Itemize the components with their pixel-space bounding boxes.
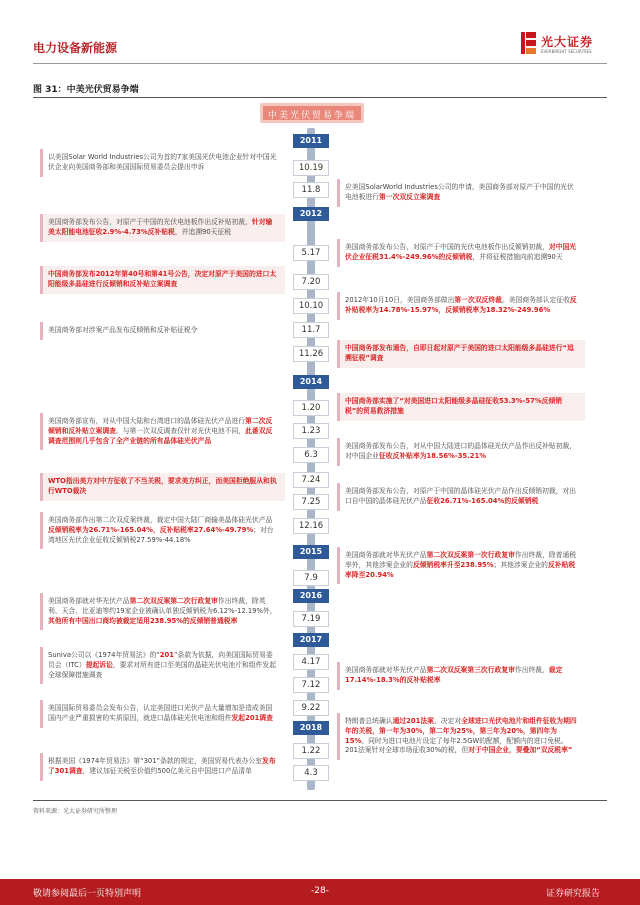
date-marker: 11.8 (293, 182, 329, 198)
logo-chinese-name: 光大证券 (541, 35, 594, 49)
date-marker: 1.20 (293, 400, 329, 416)
date-marker: 5.17 (293, 245, 329, 261)
event-2017-04-17: Suniva公司以《1974年贸易法》的“201”条款为依据，向美国国际贸易委员会（ITC）提起诉讼，要求对所有进口至美国的晶硅光伏电池片和组件发起全球保障措施调查 (40, 647, 285, 684)
figure-title: 图 31：中美光伏贸易争端 (33, 85, 139, 95)
date-marker: 6.3 (293, 447, 329, 463)
event-2014-01-23: 美国商务部宣布，对从中国大陆和台湾进口的晶体硅光伏产品进行第二次反倾销和反补贴立案调查。与第一次双反调查仅针对光伏电池不同，此番双反调查范围则几乎包含了全产业链的所有晶体硅光伏产品 (40, 413, 285, 450)
year-marker: 2014 (293, 375, 329, 389)
report-type: 证券研究报告 (545, 889, 600, 899)
disclaimer-link[interactable]: 敬请参阅最后一页特别声明 (33, 889, 142, 899)
event-2011-11-08: 应美国SolarWorld Industries公司的申请，美国商务部对原产于中国的光伏电池板进行第一次双反立案调查 (337, 179, 585, 207)
source-note: 资料来源：光大证券研究所整理 (33, 808, 118, 815)
year-marker: 2017 (293, 633, 329, 647)
year-marker: 2016 (293, 589, 329, 603)
date-marker: 4.17 (293, 654, 329, 670)
logo-english-name: EVERBRIGHT SECURITIES (541, 49, 592, 54)
date-marker: 7.12 (293, 677, 329, 693)
date-marker: 10.19 (293, 160, 329, 176)
date-marker: 1.23 (293, 423, 329, 439)
date-marker: 7.20 (293, 274, 329, 290)
page-footer (0, 879, 640, 905)
event-2018-04-03: 根据美国《1974年贸易法》第“301”条款的规定，美国贸易代表办公室发布了301调查，建议加征关税至价值约500亿美元自中国进口产品清单 (40, 753, 285, 781)
figure-divider (33, 97, 607, 98)
date-marker: 9.22 (293, 700, 329, 716)
header-divider (33, 63, 607, 64)
date-marker: 12.16 (293, 518, 329, 534)
source-divider (33, 800, 607, 801)
logo-icon (521, 32, 536, 54)
date-marker: 7.19 (293, 611, 329, 627)
date-marker: 7.25 (293, 494, 329, 510)
date-marker: 11.26 (293, 346, 329, 362)
event-2018-01-22: 特朗普总统确认通过201法案，决定对全球进口光伏电池片和组件征收为期四年的关税，第一年为30%，第二年为25%，第三年为20%，第四年为15%。同时为进口电池片设定了每年2.5GW的配额，配额内的进口免税。201法案针对全球市场征收30%的税，但对于中国企业，要叠加“双反税率” (337, 713, 585, 760)
event-2012-05-17-ad: 美国商务部发布公告，对原产于中国的光伏电池板作出反倾销初裁，对中国光伏企业征税31.4%-249.96%的反倾销税，并将征税措施向前追溯90天 (337, 239, 585, 267)
event-2014-07-24: WTO指出美方对中方征收了不当关税，要求美方纠正，而美国拒绝服从和执行WTO裁决 (40, 473, 285, 501)
event-2012-10-10: 2012年10月10日，美国商务部做出第一次双反终裁。美国商务部认定征收反补贴税率为14.78%-15.97%，反倾销税率为18.32%-249.96% (337, 292, 585, 320)
event-2012-11-07: 美国商务部对涉案产品发布反倾销和反补贴征税令 (40, 322, 285, 340)
event-2017-09-22: 美国国际贸易委员会发布公告，认定美国进口光伏产品大量增加是造成美国国内产业严重损害的实质原因，就进口晶体硅光伏电池和组件发起201调查 (40, 700, 285, 728)
year-marker: 2012 (293, 207, 329, 221)
year-marker: 2015 (293, 545, 329, 559)
section-title: 电力设备新能源 (33, 41, 118, 55)
date-marker: 7.9 (293, 570, 329, 586)
event-2011-10-19: 以美国Solar World Industries公司为首的7家美国光伏电池企业针对中国光伏企业向美国商务部和美国国际贸易委员会提出申诉 (40, 149, 285, 177)
date-marker: 11.7 (293, 322, 329, 338)
event-2012-05-17: 美国商务部发布公告，对原产于中国的光伏电池板作出反补贴初裁，针对输美太阳能电池征收2.9%-4.73%反补贴税，并追溯90天征税 (40, 214, 285, 242)
event-2016-07-19: 美国商务部就对华光伏产品第二次双反案第二次行政复审作出终裁，除英利、天合、比亚迪等约19家企业被确认单独反倾销税为6.12%-12.19%外，其他所有中国出口商均被裁定适用238.95%的反倾销普通税率 (40, 593, 285, 630)
event-2012-11-26: 中国商务部发布通告，自即日起对原产于美国的进口太阳能级多晶硅进行“追溯征税”调查 (337, 340, 585, 368)
event-2014-06-03: 美国商务部发布公告，对从中国大陆进口的晶体硅光伏产品作出反补贴初裁，对中国企业征收反补贴率为18.56%-35.21% (337, 438, 585, 466)
event-2014-12-16: 美国商务部作出第二次双反案终裁，裁定中国大陆厂商输美晶体硅光伏产品反倾销税率为26.71%-165.04%，反补贴税率27.64%-49.79%；对台湾地区光伏企业征收反倾销税27.59%-44.18% (40, 512, 285, 549)
year-marker: 2018 (293, 721, 329, 735)
event-2014-01-20: 中国商务部实施了“对美国进口太阳能级多晶硅征收53.3%-57%反倾销税”的贸易救济措施 (337, 393, 585, 421)
page-number: -28- (311, 886, 329, 896)
date-marker: 1.22 (293, 743, 329, 759)
event-2012-07-20: 中国商务部发布2012年第40号和第41号公告，决定对原产于美国的进口太阳能级多晶硅进行反倾销和反补贴立案调查 (40, 266, 285, 294)
event-2015-07-09: 美国商务部就对华光伏产品第二次双反案第一次行政复审作出终裁，除普通税率外，其他涉案企业的反倾销税率升至238.95%；其他涉案企业的反补贴税率降至20.94% (337, 547, 585, 584)
event-2014-07-25: 美国商务部发布公告，对原产于中国的晶体硅光伏产品作出反倾销初裁，对出口自中国的晶体硅光伏产品征收26.71%-165.04%的反倾销税 (337, 483, 585, 511)
year-marker: 2011 (293, 134, 329, 148)
date-marker: 4.3 (293, 765, 329, 781)
date-marker: 10.10 (293, 298, 329, 314)
event-2017-07-12: 美国商务部就对华光伏产品第二次双反案第三次行政复审作出终裁，裁定17.14%-18.3%的反补贴税率 (337, 662, 585, 690)
date-marker: 7.24 (293, 472, 329, 488)
timeline-banner: 中美光伏贸易争端 (260, 103, 364, 123)
